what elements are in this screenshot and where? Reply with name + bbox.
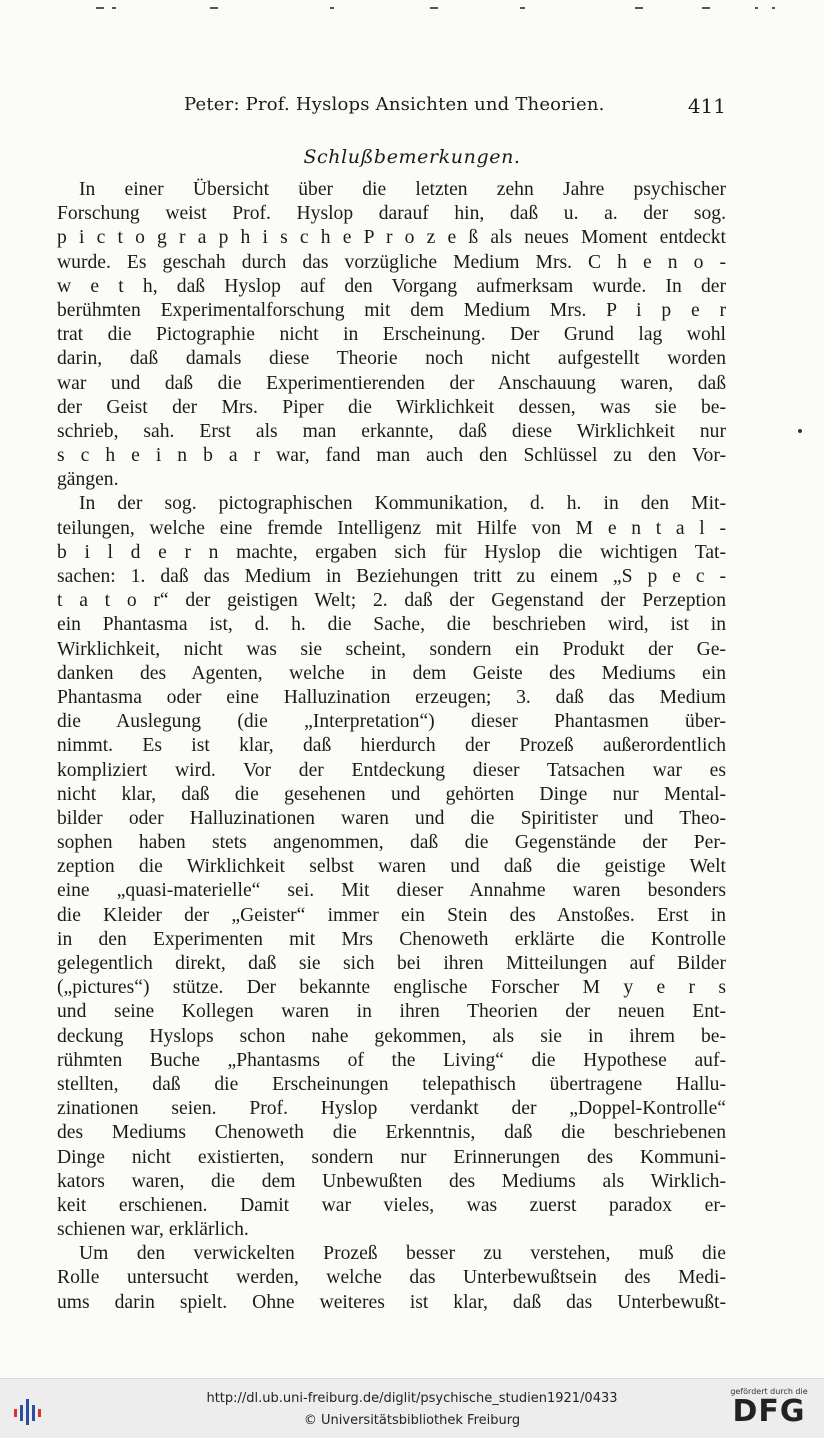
footer-bar — [0, 1378, 824, 1438]
text-line: rühmten Buche „Phantasms of the Living“ die Hypothese auf- — [57, 1049, 726, 1071]
text-line: Dinge nicht existierten, sondern nur Erinnerungen des Kommuni- — [57, 1146, 726, 1168]
text-line: sachen: 1. daß das Medium in Beziehungen tritt zu einem „S p e c - — [57, 566, 726, 587]
text-line: teilungen, welche eine fremde Intelligenz mit Hilfe von M e n t a l - — [57, 517, 726, 539]
text-line: deckung Hyslops schon nahe gekommen, als sie in ihrem be- — [57, 1025, 726, 1047]
text-line: zinationen seien. Prof. Hyslop verdankt der „Doppel-Kontrolle“ — [57, 1098, 726, 1120]
text-line: die Kleider der „Geister“ immer ein Stein des Anstoßes. Erst in — [57, 904, 726, 926]
text-line: Forschung weist Prof. Hyslop darauf hin, daß u. a. der sog. — [57, 203, 726, 225]
text-line: keit erschienen. Damit war vieles, was zuerst paradox er- — [57, 1194, 726, 1216]
text-line: schienen war, erklärlich. — [57, 1219, 249, 1241]
text-line: sophen haben stets angenommen, daß die Gegenstände der Per- — [57, 832, 726, 854]
text-line: nimmt. Es ist klar, daß hierdurch der Prozeß außerordentlich — [57, 735, 726, 757]
text-line: t a t o r“ der geistigen Welt; 2. daß der Gegenstand der Perzeption — [57, 590, 726, 612]
body-text — [57, 178, 726, 1315]
text-line: p i c t o g r a p h i s c h e P r o z e ß als neues Moment entdeckt — [57, 227, 726, 249]
text-line: gängen. — [57, 469, 119, 491]
text-line: die Auslegung (die „Interpretation“) dieser Phantasmen über- — [57, 711, 726, 733]
text-line: und seine Kollegen waren in ihren Theorien der neuen Ent- — [57, 1001, 726, 1023]
funder-caption: gefördert durch die — [730, 1387, 808, 1396]
text-line: zeption die Wirklichkeit selbst waren und daß die geistige Welt — [57, 856, 726, 878]
page-number: 411 — [687, 94, 726, 118]
text-line: schrieb, sah. Erst als man erkannte, daß diese Wirklichkeit nur — [57, 420, 726, 442]
text-line: w e t h, daß Hyslop auf den Vorgang aufmerksam wurde. In der — [57, 275, 726, 297]
text-line: in den Experimenten mit Mrs Chenoweth erklärte die Kontrolle — [57, 928, 726, 950]
text-line: eine „quasi-materielle“ sei. Mit dieser Annahme waren besonders — [57, 880, 726, 902]
text-line: kompliziert wird. Vor der Entdeckung dieser Tatsachen war es — [57, 759, 726, 781]
text-line: trat die Pictographie nicht in Erscheinung. Der Grund lag wohl — [57, 324, 726, 346]
text-line: Wirklichkeit, nicht was sie scheint, sondern ein Produkt der Ge- — [57, 638, 726, 660]
text-line: war und daß die Experimentierenden der Anschauung waren, daß — [57, 372, 726, 394]
text-line: („pictures“) stütze. Der bekannte englische Forscher M y e r s — [57, 977, 726, 999]
text-line: In einer Übersicht über die letzten zehn Jahre psychischer — [79, 179, 726, 200]
running-title: Peter: Prof. Hyslops Ansichten und Theorien. — [184, 94, 605, 115]
text-line: ein Phantasma ist, d. h. die Sache, die beschrieben wird, ist in — [57, 614, 726, 636]
running-head — [60, 94, 726, 122]
funder-badge — [726, 1387, 812, 1433]
scan-artifacts — [90, 4, 790, 18]
source-url-link[interactable]: http://dl.ub.uni-freiburg.de/diglit/psychische_studien1921/0433 — [206, 1391, 618, 1406]
text-line: der Geist der Mrs. Piper die Wirklichkeit dessen, was sie be- — [57, 396, 726, 418]
dfg-logo: DFG — [732, 1394, 806, 1429]
text-line: kators waren, die dem Unbewußten des Mediums als Wirklich- — [57, 1170, 726, 1192]
text-line: s c h e i n b a r war, fand man auch den Schlüssel zu den Vor- — [57, 445, 726, 467]
copyright-text: © Universitätsbibliothek Freiburg — [303, 1413, 521, 1428]
text-line: ums darin spielt. Ohne weiteres ist klar, daß das Unterbewußt- — [57, 1291, 726, 1313]
text-line: wurde. Es geschah durch das vorzügliche Medium Mrs. C h e n o - — [57, 251, 726, 273]
text-line: Phantasma oder eine Halluzination erzeugen; 3. daß das Medium — [57, 686, 726, 708]
text-line: b i l d e r n machte, ergaben sich für Hyslop die wichtigen Tat- — [57, 541, 726, 563]
text-line: stellten, daß die Erscheinungen telepathisch übertragene Hallu- — [57, 1073, 726, 1095]
text-line: bilder oder Halluzinationen waren und die Spiritister und Theo- — [57, 807, 726, 829]
text-line: In der sog. pictographischen Kommunikation, d. h. in den Mit- — [79, 493, 726, 515]
text-line: danken des Agenten, welche in dem Geiste des Mediums ein — [57, 662, 726, 684]
text-line: Rolle untersucht werden, welche das Unterbewußtsein des Medi- — [57, 1267, 726, 1289]
margin-speck — [798, 429, 802, 433]
text-line: gelegentlich direkt, daß sie sich bei ihren Mitteilungen auf Bilder — [57, 953, 726, 974]
text-line: Um den verwickelten Prozeß besser zu verstehen, muß die — [79, 1243, 726, 1265]
text-line: nicht klar, daß die gesehenen und gehörten Dinge nur Mental- — [57, 783, 726, 805]
text-line: darin, daß damals diese Theorie noch nicht aufgestellt worden — [57, 348, 726, 370]
section-title: Schlußbemerkungen. — [303, 146, 521, 168]
text-line: des Mediums Chenoweth die Erkenntnis, daß die beschriebenen — [57, 1122, 726, 1144]
text-line: berühmten Experimentalforschung mit dem Medium Mrs. P i p e r — [57, 299, 726, 321]
